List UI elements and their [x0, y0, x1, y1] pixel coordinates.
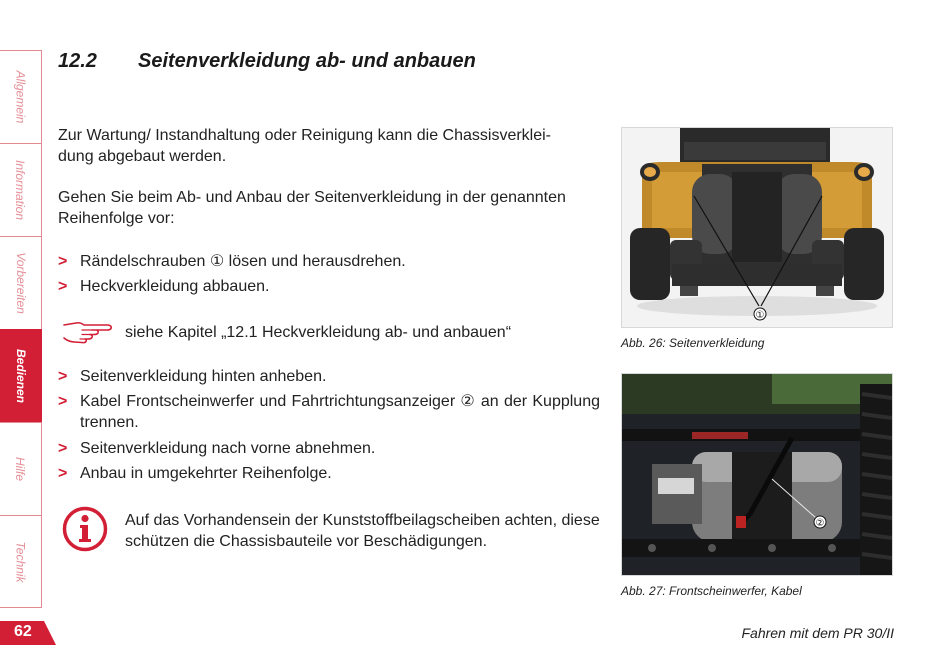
step-item	[58, 276, 600, 297]
intro-paragraph	[58, 125, 600, 167]
tab-bedienen[interactable]	[0, 329, 42, 422]
tab-label: Hilfe	[13, 456, 28, 482]
bullet-marker: >	[58, 440, 68, 457]
marker-1: ①	[755, 310, 765, 321]
page-number: 62	[14, 623, 32, 640]
step-text: Seitenverkleidung nach vorne abnehmen.	[80, 440, 376, 457]
intro-line-2: dung abgebaut werden.	[58, 148, 227, 165]
tab-technik[interactable]	[0, 515, 42, 608]
tab-label: Allgemein	[13, 70, 28, 124]
wheelchair-rear-illustration	[622, 128, 892, 327]
tab-label: Technik	[13, 541, 28, 582]
bullet-marker: >	[58, 278, 68, 295]
bullet-marker: >	[58, 393, 68, 410]
step-text: Rändelschrauben ① lösen und herausdrehen.	[80, 253, 406, 270]
tab-vorbereiten[interactable]	[0, 236, 42, 329]
figure-cable-photo	[621, 373, 893, 576]
step-text: Heckverkleidung abbauen.	[80, 278, 270, 295]
footer-title: Fahren mit dem PR 30/II	[741, 625, 894, 641]
bullet-marker: >	[58, 465, 68, 482]
step-text: Anbau in umgekehrter Reihenfolge.	[80, 465, 332, 482]
tab-label: Bedienen	[13, 348, 28, 404]
info-icon	[62, 506, 108, 552]
section-number: 12.2	[58, 50, 97, 72]
section-title: Seitenverkleidung ab- und anbauen	[138, 50, 476, 72]
tab-label: Information	[13, 159, 28, 221]
step-text: Kabel Frontscheinwerfer und Fahrtrichtungsanzeiger ② an der Kupplung trennen.	[80, 393, 600, 431]
step-item	[58, 463, 600, 484]
info-note: Auf das Vorhandensein der Kunststoffbeilagscheiben achten, diese schützen die Chassisbauteile vor Beschädigungen.	[125, 512, 600, 550]
tab-information[interactable]	[0, 143, 42, 236]
tab-allgemein[interactable]	[0, 50, 42, 143]
figure-side-panel-photo	[621, 127, 893, 328]
pointing-hand-icon	[62, 318, 114, 344]
step-item	[58, 366, 600, 387]
order-line-2: Reihenfolge vor:	[58, 210, 175, 227]
order-line-1: Gehen Sie beim Ab- und Anbau der Seitenverkleidung in der genannten	[58, 189, 566, 206]
bullet-marker: >	[58, 368, 68, 385]
marker-2: ②	[815, 518, 825, 529]
step-item	[58, 438, 600, 459]
headlight-cable-illustration	[622, 374, 892, 575]
chapter-reference: siehe Kapitel „12.1 Heckverkleidung ab- und anbauen“	[125, 324, 512, 341]
tab-hilfe[interactable]	[0, 422, 42, 515]
bullet-marker: >	[58, 253, 68, 270]
step-item	[58, 251, 600, 272]
intro-line-1: Zur Wartung/ Instandhaltung oder Reinigung kann die Chassisverklei-	[58, 127, 552, 144]
figure-caption: Abb. 26: Seitenverkleidung	[621, 336, 765, 350]
step-text: Seitenverkleidung hinten anheben.	[80, 368, 327, 385]
figure-caption: Abb. 27: Frontscheinwerfer, Kabel	[621, 584, 802, 598]
tab-label: Vorbereiten	[13, 252, 28, 314]
order-paragraph	[58, 187, 600, 229]
chapter-tabs	[0, 50, 43, 608]
step-item	[58, 391, 600, 433]
